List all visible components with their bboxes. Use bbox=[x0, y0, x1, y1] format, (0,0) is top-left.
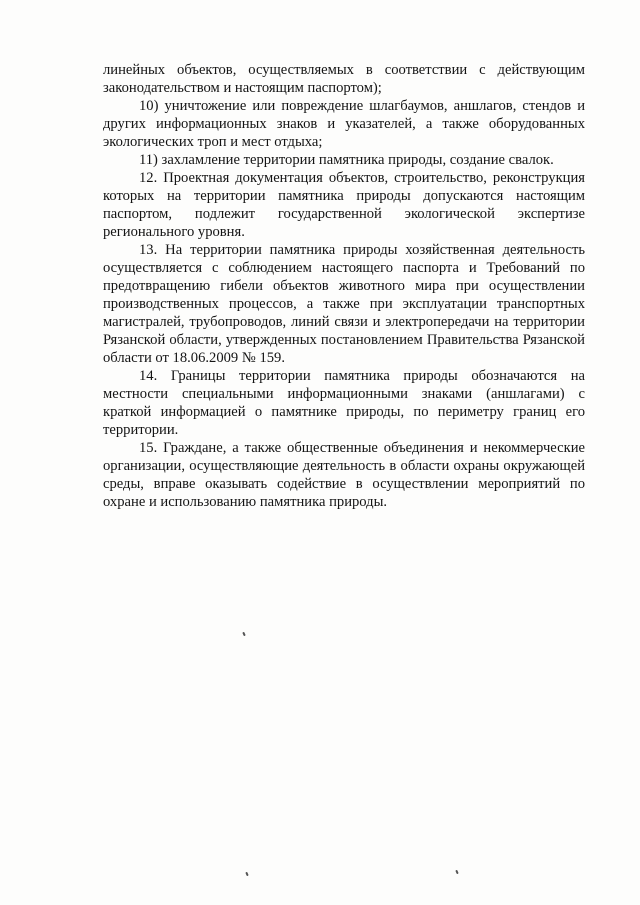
paragraph-item-11: 11) захламление территории памятника природы, создание свалок. bbox=[139, 152, 554, 168]
scan-speck bbox=[245, 872, 249, 876]
paragraph-12: 12. Проектная документация объектов, строительство, реконструкция которых на территории памятника природы допускаются настоящим паспортом, подлежит государственной экологической экспертизе регионального уровня. bbox=[103, 170, 585, 240]
scan-speck bbox=[242, 632, 246, 636]
paragraph-15: 15. Граждане, а также общественные объединения и некоммерческие организации, осуществляющие деятельность в области охраны окружающей среды, вправе оказывать содействие в осуществлении мероприятий по охране и использованию памятника природы. bbox=[103, 440, 585, 510]
paragraph-continuation: линейных объектов, осуществляемых в соответствии с действующим законодательством и настоящим паспортом); bbox=[103, 62, 585, 96]
paragraph-13: 13. На территории памятника природы хозяйственная деятельность осуществляется с соблюдением настоящего паспорта и Требований по предотвращению гибели объектов животного мира при осуществлении производственных процессов, а также при эксплуатации транспортных магистралей, трубопроводов, линий связи и электропередачи на территории Рязанской области, утвержденных постановлением Правительства Рязанской области от 18.06.2009 № 159. bbox=[103, 242, 585, 366]
paragraph-item-10: 10) уничтожение или повреждение шлагбаумов, аншлагов, стендов и других информационных знаков и указателей, а также оборудованных экологических троп и мест отдыха; bbox=[103, 98, 585, 150]
paragraph-14: 14. Границы территории памятника природы обозначаются на местности специальными информационными знаками (аншлагами) с краткой информацией о памятнике природы, по периметру границ его территории. bbox=[103, 368, 585, 438]
document-body bbox=[103, 61, 585, 511]
scan-speck bbox=[455, 870, 459, 874]
